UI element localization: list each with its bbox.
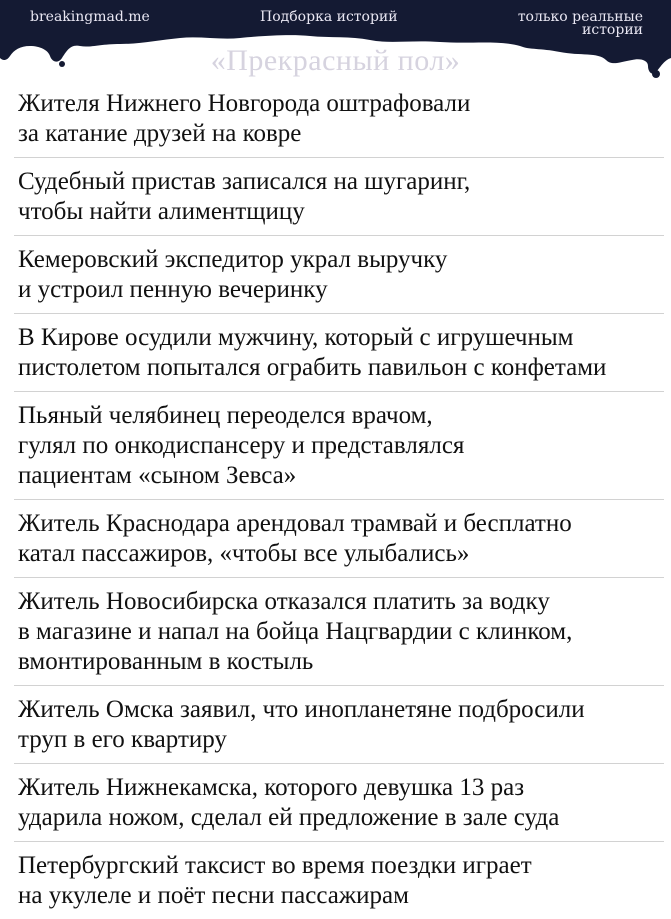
story-list	[14, 82, 664, 919]
tagline-line-1: только реальные	[517, 9, 643, 25]
story-item-2: Судебный пристав записался на шугаринг, чтобы найти алиментщицу	[14, 157, 664, 235]
story-item-1: Жителя Нижнего Новгорода оштрафовали за катание друзей на ковре	[18, 90, 471, 147]
story-item-10: Петербургский таксист во время поездки играет на укулеле и поёт песни пассажирам	[14, 841, 664, 919]
story-item-3: Кемеровский экспедитор украл выручку и устроил пенную вечеринку	[14, 235, 664, 313]
story-item-5: Пьяный челябинец переоделся врачом, гулял по онкодиспансеру и представлялся пациентам «сыном Зевса»	[14, 391, 664, 499]
collection-label: Подборка историй	[260, 9, 398, 25]
tagline-line-2: истории	[582, 22, 643, 38]
story-item-4: В Кирове осудили мужчину, который с игрушечным пистолетом попытался ограбить павильон с конфетами	[14, 313, 664, 391]
story-item-8: Житель Омска заявил, что инопланетяне подбросили труп в его квартиру	[14, 685, 664, 763]
tagline	[518, 11, 643, 37]
story-item-6: Житель Краснодара арендовал трамвай и бесплатно катал пассажиров, «чтобы все улыбались»	[14, 499, 664, 577]
story-item-7: Житель Новосибирска отказался платить за водку в магазине и напал на бойца Нацгвардии с клинком, вмонтированным в костыль	[14, 577, 664, 685]
page-title: «Прекрасный пол»	[210, 44, 461, 77]
site-name[interactable]: breakingmad.me	[30, 9, 150, 25]
story-item-9: Житель Нижнекамска, которого девушка 13 раз ударила ножом, сделал ей предложение в зале суда	[14, 763, 664, 841]
